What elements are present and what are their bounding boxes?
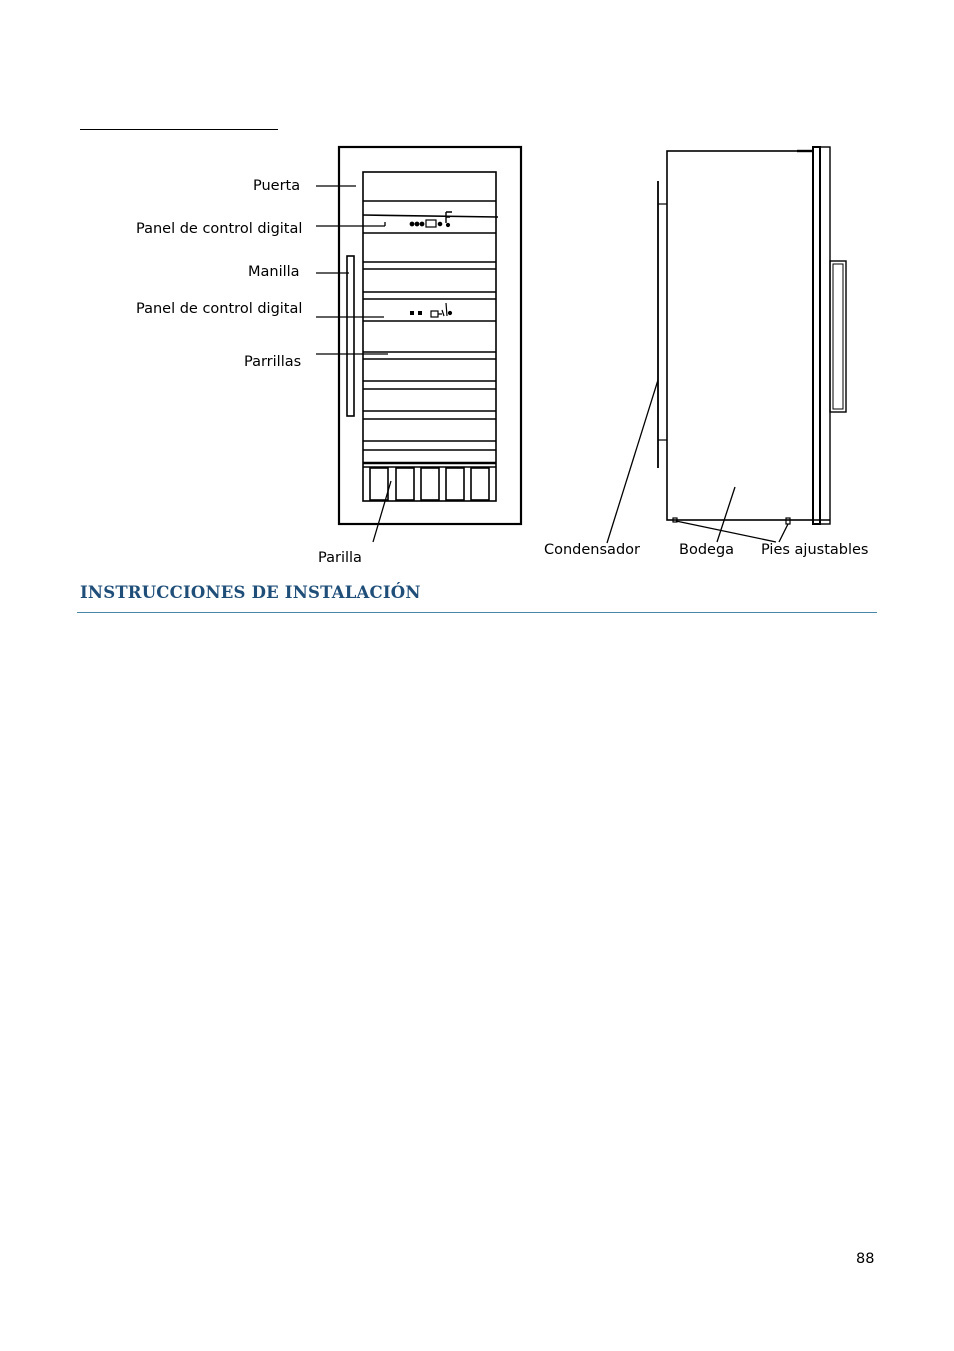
label-pies-ajustables: Pies ajustables	[761, 542, 869, 558]
section-divider	[77, 612, 877, 613]
wine-cooler-diagram	[0, 0, 954, 580]
side-view	[607, 147, 846, 543]
label-parilla: Parilla	[318, 550, 362, 566]
label-panel-control-2: Panel de control digital	[136, 301, 303, 317]
label-condensador: Condensador	[544, 542, 640, 558]
section-heading: INSTRUCCIONES DE INSTALACIÓN	[80, 583, 421, 602]
label-puerta: Puerta	[253, 178, 301, 194]
front-view	[316, 147, 521, 542]
label-manilla: Manilla	[248, 264, 300, 280]
label-panel-control-1: Panel de control digital	[136, 221, 303, 237]
label-bodega: Bodega	[679, 542, 735, 558]
label-parrillas: Parrillas	[244, 354, 302, 370]
page-number: 88	[856, 1251, 875, 1267]
